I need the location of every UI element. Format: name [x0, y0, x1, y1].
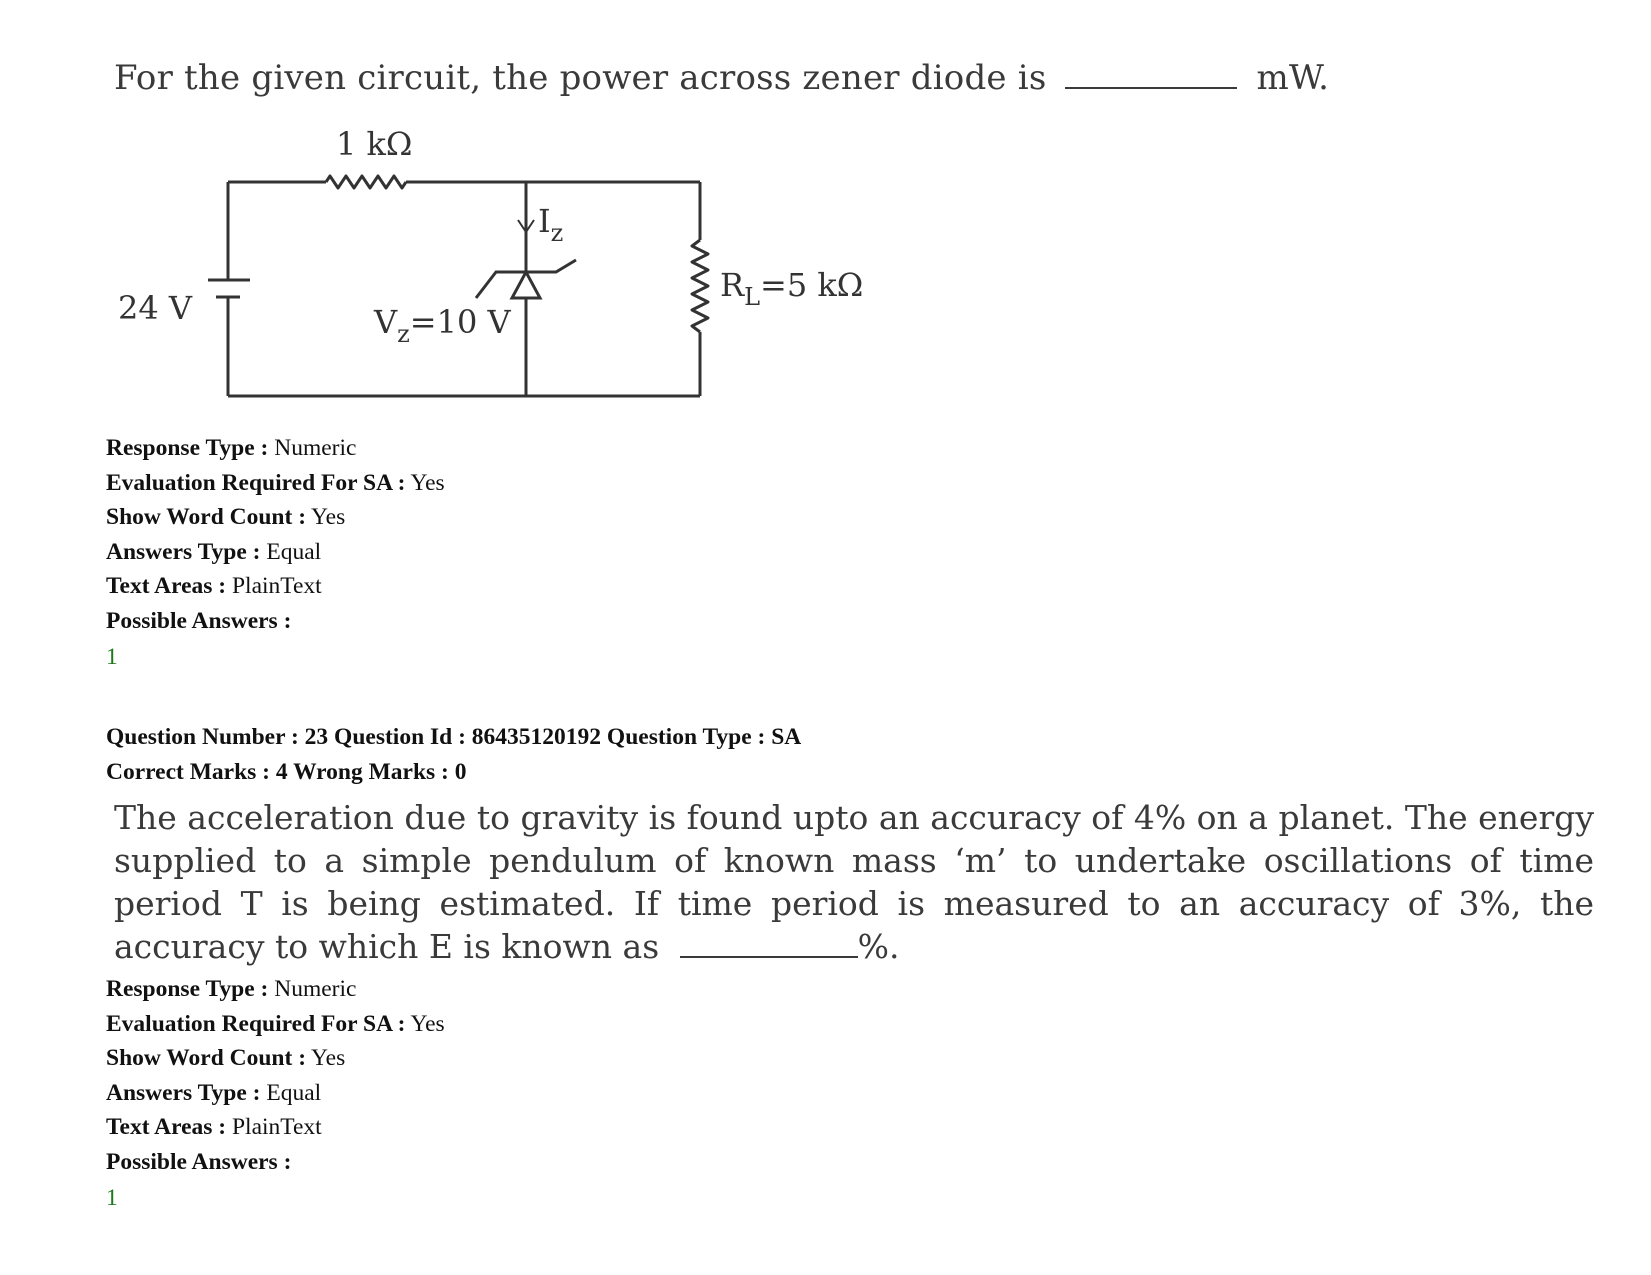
q1-possible-answer: 1 — [106, 644, 118, 670]
q1-meta-row: Answers Type : Equal — [106, 538, 322, 565]
q1-meta-row: Show Word Count : Yes — [106, 504, 346, 530]
q2-meta — [106, 972, 445, 1216]
q1-text-after: mW. — [1256, 58, 1330, 98]
zener-circuit-diagram — [110, 120, 890, 420]
q2-meta-row: Possible Answers : — [106, 1148, 292, 1175]
q2-text-after: %. — [857, 927, 900, 966]
q2-answer-blank — [680, 932, 858, 958]
q1-meta-row: Response Type : Numeric — [106, 435, 357, 461]
series-resistor — [326, 176, 406, 188]
q1-answer-blank — [1065, 63, 1237, 89]
resistor-label: 1 kΩ — [336, 125, 413, 163]
q2-meta-row: Answers Type : Equal — [106, 1079, 322, 1106]
q2-meta-row: Response Type : Numeric — [106, 976, 357, 1002]
q2-header-line1: Question Number : 23 Question Id : 86435120192 Question Type : SA — [106, 724, 802, 750]
q1-meta-row: Possible Answers : — [106, 607, 292, 634]
q2-meta-row: Show Word Count : Yes — [106, 1045, 346, 1071]
q1-text-before: For the given circuit, the power across zener diode is — [114, 58, 1047, 98]
zener-voltage-label: $V_z=10$ V — [374, 303, 511, 348]
zener-diode-triangle — [512, 272, 540, 298]
zener-current-label: $I_z$ — [538, 202, 564, 247]
q2-text-main: The acceleration due to gravity is found upto an accuracy of 4% on a planet. The energy supplied to a simple pendulum of known mass ‘m’ to undertake oscillations of time period T is being estimated. If time period is measured to an accuracy of 3%, the accuracy to which E is known as — [114, 798, 1594, 966]
battery-label: 24 V — [118, 289, 192, 327]
q2-possible-answer: 1 — [106, 1185, 118, 1211]
q1-question-text — [114, 58, 1329, 98]
q1-meta-row: Evaluation Required For SA : Yes — [106, 469, 445, 496]
load-resistor — [692, 240, 708, 332]
q2-header — [106, 720, 801, 789]
q2-meta-row: Evaluation Required For SA : Yes — [106, 1010, 445, 1037]
q1-meta-row: Text Areas : PlainText — [106, 573, 322, 599]
q2-meta-row: Text Areas : PlainText — [106, 1114, 322, 1140]
q2-header-line2: Correct Marks : 4 Wrong Marks : 0 — [106, 758, 467, 785]
load-resistor-label: $R_L=5$ kΩ — [720, 266, 864, 311]
q1-meta — [106, 431, 445, 675]
q2-question-text — [114, 796, 1594, 968]
